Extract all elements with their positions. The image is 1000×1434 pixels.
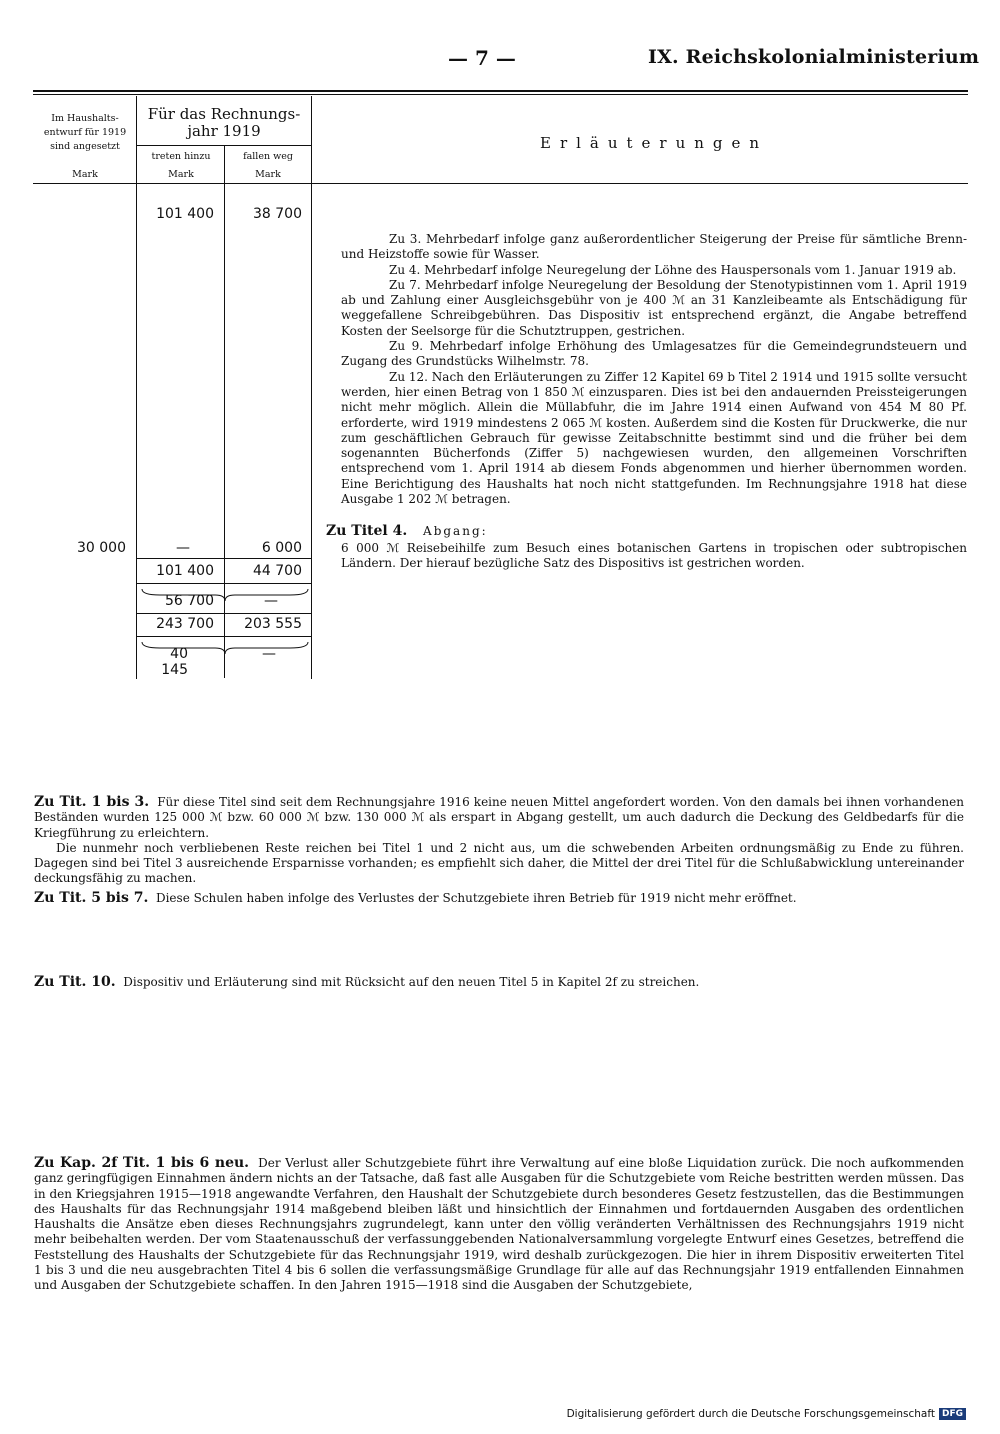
r5-c3: 203 555 (244, 616, 302, 632)
titel4-text: 6 000 ℳ Reisebeihilfe zum Besuch eines botanischen Gartens in tropischen oder subtropischen Ländern. Der hierauf bezügliche Satz des Dispositivs ist gestrichen worden. (341, 541, 967, 571)
erlaeuterungen-head: Erläuterungen (540, 134, 769, 152)
r5-c2: 243 700 (156, 616, 214, 632)
titel4-sub: Abgang: (423, 524, 488, 538)
r6-c3: — (262, 646, 276, 662)
col3-head: fallen weg (243, 151, 293, 162)
r3-c2: 101 400 (156, 563, 214, 579)
brace-2 (140, 638, 310, 668)
col1-head: Im Haushalts- entwurf für 1919 sind angesetzt (43, 113, 127, 152)
section-tit-5-7-label: Zu Tit. 5 bis 7. (34, 890, 149, 906)
col3-unit: Mark (255, 169, 281, 180)
col-divider-3 (311, 96, 312, 679)
section-tit-10-label: Zu Tit. 10. (34, 974, 116, 990)
r2-c1: 30 000 (77, 540, 126, 556)
footer-text: Digitalisierung gefördert durch die Deutsche Forschungsgemeinschaft (566, 1408, 935, 1420)
brace-1 (140, 585, 310, 625)
col2-unit: Mark (168, 169, 194, 180)
erl-para-5: Zu 12. Nach den Erläuterungen zu Ziffer 12 Kapitel 69 b Titel 2 1914 und 1915 sollte versucht werden, hier einen Betrag von 1 850 ℳ einzusparen. Dies ist bei den andauernden Preissteigerungen nicht mehr möglich. Allein die Müllabfuhr, die im Jahre 1914 einen Aufwand von 454 M 80 Pf. erforderte, wird 1919 mindestens 2 065 ℳ kosten. Außerdem sind die Kosten für Druckwerke, die nur zum geschäftlichen Gebrauch für gewisse Zeitabschnitte bestimmt sind und die früher bei dem sogenannten Bücherfonds (Ziffer 5) nachgewiesen wurden, den allgemeinen Vorschriften entsprechend vom 1. April 1914 ab diesem Fonds abgenommen und hierher übernommen worden. Eine Berichtigung des Haushalts hat noch nicht stattgefunden. Im Rechnungsjahre 1918 hat diese Ausgabe 1 202 ℳ betragen. (341, 369, 967, 507)
sum-line-1 (136, 558, 311, 559)
titel4-label: Zu Titel 4. (326, 523, 408, 539)
page-number: — 7 — (448, 46, 516, 70)
section-kap-2f-label: Zu Kap. 2f Tit. 1 bis 6 neu. (34, 1155, 250, 1171)
erl-para-4: Zu 9. Mehrbedarf infolge Erhöhung des Umlagesatzes für die Gemeindegrundsteuern und Zugang des Grundstücks Wilhelmstr. 78. (341, 339, 967, 369)
section-tit-1-3-text: Für diese Titel sind seit dem Rechnungsjahre 1916 keine neuen Mittel angefordert worden. Von den damals bei ihnen vorhandenen Beständen wurden 125 000 ℳ bzw. 60 000 ℳ bzw. 130 000 ℳ als erspart in Abgang gestellt, um auch dadurch die Deckung des Geldbedarfs für die Kriegführung zu erleichtern. (34, 795, 964, 840)
section-tit-5-7 (34, 891, 964, 906)
header-rule (33, 90, 968, 92)
r2-c2: — (176, 540, 190, 556)
r4-c2: 56 700 (165, 593, 214, 609)
r3-c3: 44 700 (253, 563, 302, 579)
erl-para-2: Zu 4. Mehrbedarf infolge Neuregelung der Löhne des Hauspersonals vom 1. Januar 1919 ab. (389, 262, 957, 277)
group-head: Für das Rechnungs- jahr 1919 (147, 105, 301, 140)
sum-line-2 (136, 583, 311, 584)
page-title: IX. Reichskolonialministerium (648, 46, 980, 68)
col2-head: treten hinzu (151, 151, 211, 162)
r6-c2: 40 145 (161, 646, 188, 678)
r1-c2: 101 400 (156, 206, 214, 222)
section-tit-1-3 (34, 795, 964, 887)
section-tit-5-7-text: Diese Schulen haben infolge des Verlustes der Schutzgebiete ihren Betrieb für 1919 nicht mehr eröffnet. (155, 891, 797, 905)
section-kap-2f-text: Der Verlust aller Schutzgebiete führt ihre Verwaltung auf eine bloße Liquidation zurück. Die noch aufkommenden ganz geringfügigen Einnahmen ändern nichts an der Tatsache, daß fast alle Ausgaben für die Schutzgebiete vom Reiche bestritten werden müssen. Das in den Kriegsjahren 1915—1918 angewandte Verfahren, den Haushalt der Schutzgebiete durch besonderes Gesetz festzustellen, das die Bestimmungen des Haushalts für das Rechnungsjahr 1914 maßgebend bleiben läßt und hinsichtlich der Einnahmen und fortdauernden Ausgaben des ordentlichen Haushalts die Ansätze eben dieses Rechnungsjahrs zugrundelegt, kann unter den völlig veränderten Verhältnissen des Rechnungsjahrs 1919 nicht mehr beibehalten werden. Der vom Staatenausschuß der verfassunggebenden Nationalversammlung vorgelegte Entwurf eines Gesetzes, betreffend die Feststellung des Haushalts der Schutzgebiete für das Rechnungsjahr 1919, wird deshalb zurückgezogen. Die hier in ihrem Dispositiv erweiterten Titel 1 bis 3 und die neu ausgebrachten Titel 4 bis 6 sollen die verfassungsmäßige Grundlage für alle auf das Rechnungsjahr 1919 entfallenden Einnahmen und Ausgaben der Schutzgebiete schaffen. In den Jahren 1915—1918 sind die Ausgaben der Schutzgebiete, (34, 1156, 964, 1293)
sum-line-4 (136, 636, 311, 637)
header-rule-thin (33, 94, 968, 95)
r2-c3: 6 000 (261, 540, 302, 556)
titel4-block (326, 524, 966, 539)
erlaeuterungen-body (341, 232, 967, 507)
r4-c3: — (264, 593, 278, 609)
erl-para-3: Zu 7. Mehrbedarf infolge Neuregelung der Besoldung der Stenotypistinnen vom 1. April 1919 ab und Zahlung einer Ausgleichsgebühr von je 400 ℳ an 31 Kanzleibeamte als Entschädigung für weggefallene Schreibgebühren. Das Dispositiv ist entsprechend ergänzt, die Angabe betreffend Kosten der Seelsorge für die Schutztruppen, gestrichen. (341, 277, 967, 338)
r1-c3: 38 700 (253, 206, 302, 222)
section-tit-10 (34, 975, 964, 990)
section-kap-2f (34, 1156, 964, 1294)
table-head-divider (33, 183, 968, 184)
dfg-logo-icon: DFG (939, 1408, 966, 1420)
section-tit-10-text: Dispositiv und Erläuterung sind mit Rücksicht auf den neuen Titel 5 in Kapitel 2f zu streichen. (123, 975, 700, 989)
footer (567, 1408, 966, 1420)
col1-unit: Mark (72, 169, 98, 180)
section-tit-1-3-label: Zu Tit. 1 bis 3. (34, 794, 150, 810)
erl-para-1: Zu 3. Mehrbedarf infolge ganz außerordentlicher Steigerung der Preise für sämtliche Brenn- und Heizstoffe sowie für Wasser. (341, 232, 967, 262)
section-tit-1-3-text2: Die nunmehr noch verbliebenen Reste reichen bei Titel 1 und 2 nicht aus, um die schwebenden Arbeiten ordnungsmäßig zu Ende zu führen. Dagegen sind bei Titel 3 ausreichende Ersparnisse vorhanden; es empfiehlt sich daher, die Mittel der drei Titel für die Schlußabwicklung untereinander deckungsfähig zu machen. (34, 840, 964, 886)
col-divider-1 (136, 96, 137, 679)
